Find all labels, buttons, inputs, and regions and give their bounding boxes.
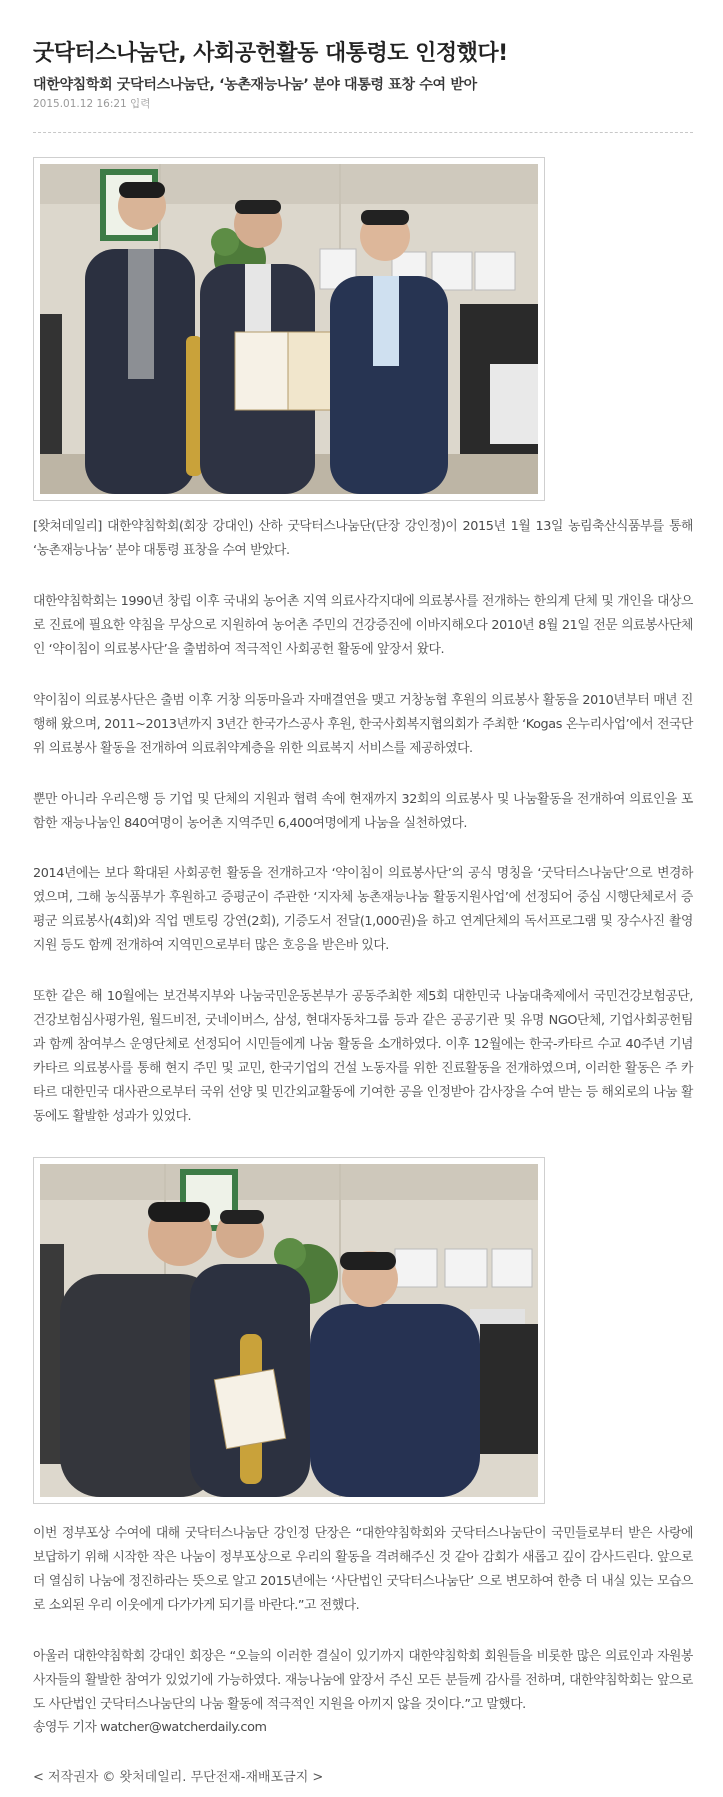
- article-photo-sash-presentation: [33, 1157, 545, 1504]
- article-headline: 굿닥터스나눔단, 사회공헌활동 대통령도 인정했다!: [33, 41, 508, 66]
- article-byline: [33, 1716, 693, 1740]
- reporter-name: 송영두 기자: [33, 1720, 97, 1735]
- article-paragraph: 이번 정부포상 수여에 대해 굿닥터스나눔단 강인정 단장은 “대한약침학회와 굿닥터스나눔단이 국민들로부터 받은 사랑에 보답하기 위해 시작한 작은 나눔이 정부포상으로 우리의 활동을 격려해주신 것 같아 감회가 새롭고 깊이 감사드린다. 앞으로 더 열심히 나눔에 정진하라는 뜻으로 알고 2015년에는 ‘사단법인 굿닥터스나눔단’ 으로 변모하여 한층 더 내실 있는 모습으로 소외된 우리 이웃에게 다가가게 되기를 바란다.”고 전했다.: [33, 1526, 693, 1613]
- article-photo-award-presentation: [33, 157, 545, 501]
- article-paragraph: 2014년에는 보다 확대된 사회공헌 활동을 전개하고자 ‘약이침이 의료봉사단’의 공식 명칭을 ‘굿닥터스나눔단’으로 변경하였으며, 그해 농식품부가 후원하고 증평군이 주관한 ‘지자체 농촌재능나눔 활동지원사업’에 선정되어 중심 시행단체로서 증평군 의료봉사(4회)와 직업 멘토링 강연(2회), 기증도서 전달(1,000권)을 하고 연계단체의 독서프로그램 및 장수사진 촬영 지원 등도 함께 전개하여 지역민으로부터 많은 호응을 받은바 있다.: [33, 866, 693, 953]
- article-paragraph: 약이침이 의료봉사단은 출범 이후 거창 의동마을과 자매결연을 맺고 거창농협 후원의 의료봉사 활동을 2010년부터 매년 진행해 왔으며, 2011~2013년까지 3년간 한국가스공사 후원, 한국사회복지협의회가 주최한 ‘Kogas 온누리사업’에서 전국단위 의료봉사 활동을 전개하여 의료취약계층을 위한 의료복지 서비스를 제공하였다.: [33, 693, 693, 756]
- article-paragraph: 대한약침학회는 1990년 창립 이후 국내외 농어촌 지역 의료사각지대에 의료봉사를 전개하는 한의계 단체 및 개인을 대상으로 진료에 필요한 약침을 무상으로 지원하여 농어촌 주민의 건강증진에 이바지해오다 2010년 8월 21일 전문 의료봉사단체인 ‘약이침이 의료봉사단’을 출범하여 적극적인 사회공헌 활동에 앞장서 왔다.: [33, 594, 693, 657]
- article-paragraph: [왓쳐데일리] 대한약침학회(회장 강대인) 산하 굿닥터스나눔단(단장 강인정)이 2015년 1월 13일 농림축산식품부를 통해 ‘농촌재능나눔’ 분야 대통령 표창을 수여 받았다.: [33, 519, 693, 558]
- sash-photo-illustration: [40, 1164, 538, 1497]
- article-subheadline: 대한약침학회 굿닥터스나눔단, ‘농촌재능나눔’ 분야 대통령 표창 수여 받아: [33, 77, 477, 93]
- header-divider: [33, 132, 693, 133]
- copyright-notice: < 저작권자 © 왓처데일리. 무단전재-재배포금지 >: [33, 1770, 324, 1785]
- article-paragraph: 또한 같은 해 10월에는 보건복지부와 나눔국민운동본부가 공동주최한 제5회 대한민국 나눔대축제에서 국민건강보험공단, 건강보험심사평가원, 월드비전, 굿네이버스, 삼성, 현대자동차그룹 등과 같은 공공기관 및 유명 NGO단체, 기업사회공헌팀과 함께 참여부스 운영단체로 선정되어 시민들에게 나눔 활동을 소개하였다. 이후 12월에는 한국-카타르 수교 40주년 기념 카타르 의료봉사를 통해 현지 주민 및 교민, 한국기업의 건설 노동자를 위한 진료활동을 전개하였으며, 이러한 활동은 주 카타르 대한민국 대사관으로부터 국위 선양 및 민간외교활동에 기여한 공을 인정받아 감사장을 수여 받는 등 해외로의 나눔 활동에도 활발한 성과가 있었다.: [33, 989, 693, 1124]
- article-paragraph: 뿐만 아니라 우리은행 등 기업 및 단체의 지원과 협력 속에 현재까지 32회의 의료봉사 및 나눔활동을 전개하여 의료인을 포함한 재능나눔인 840여명이 농어촌 지역주민 6,400여명에게 나눔을 실천하였다.: [33, 792, 693, 831]
- article-dateline: 2015.01.12 16:21 입력: [33, 98, 151, 110]
- award-photo-illustration: [40, 164, 538, 494]
- article-paragraph: 아울러 대한약침학회 강대인 회장은 “오늘의 이러한 결실이 있기까지 대한약침학회 회원들을 비롯한 많은 의료인과 자원봉사자들의 활발한 참여가 있었기에 가능하였다. 재능나눔에 앞장서 주신 모든 분들께 감사를 전하며, 대한약침학회는 앞으로도 사단법인 굿닥터스나눔단의 나눔 활동에 적극적인 지원을 아끼지 않을 것이다.”고 말했다.: [33, 1649, 693, 1712]
- reporter-email-link[interactable]: watcher@watcherdaily.com: [100, 1720, 267, 1735]
